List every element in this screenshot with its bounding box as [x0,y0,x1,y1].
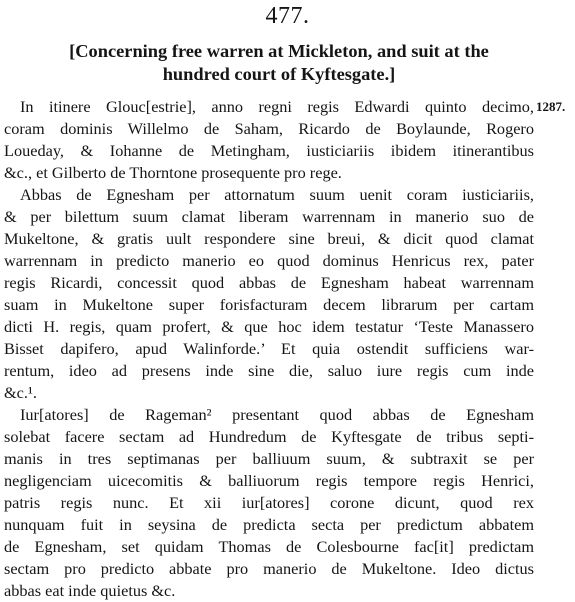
text-line: coram dominis Willelmo de Saham, Ricardo de Boylaunde, Rogero [4,119,534,138]
section-heading-line-2: hundred court of Kyftesgate.] [162,63,396,84]
text-line: manis in tres septimanas per balliuum suum, & subtraxit se per [4,449,534,468]
text-line: rentum, ideo ad presens inde sine die, saluo iure regis cum inde [4,361,534,380]
text-line: &c., et Gilberto de Thorntone prosequente pro rege. [4,163,342,182]
text-line: regis Ricardi, concessit quod abbas de Egnesham habeat warrennam [4,273,534,292]
margin-year-note: 1287. [536,99,566,114]
text-line: sectam pro predicto abbate pro manerio de Mukeltone. Ideo dictus [4,559,534,578]
text-line: de Egnesham, set quidam Thomas de Colesbourne fac[it] predictam [4,537,534,556]
text-line: Iur[atores] de Rageman² presentant quod abbas de Egnesham [20,405,534,424]
text-line: patris regis nunc. Et xii iur[atores] corone dicunt, quod rex [4,493,534,512]
text-line: Loueday, & Iohanne de Metingham, iusticiariis ibidem itinerantibus [4,141,534,160]
text-line: Bisset dapifero, apud Walinforde.’ Et quia ostendit sufficiens war- [4,339,534,358]
section-heading-line-1: [Concerning free warren at Mickleton, and suit at the [69,41,489,61]
page-number: 477. [265,3,310,29]
section-heading [14,40,544,85]
text-line: In itinere Glouc[estrie], anno regni regis Edwardi quinto decimo, [20,97,534,116]
text-line: & per bilettum suum clamat liberam warrennam in manerio suo de [4,207,534,226]
text-line: negligenciam uicecomitis & balliuorum regis tempore regis Henrici, [4,471,534,490]
text-line: dicti H. regis, quam profert, & que hoc idem testatur ‘Teste Manassero [4,317,534,336]
text-line: abbas eat inde quietus &c. [4,581,176,600]
text-line: Mukeltone, & gratis uult respondere sine breui, & dicit quod clamat [4,229,534,248]
text-line: suam in Mukeltone super forisfacturam decem librarum per cartam [4,295,534,314]
text-line: warrennam in predicto manerio eo quod dominus Henricus rex, pater [4,251,534,270]
text-line: Abbas de Egnesham per attornatum suum uenit coram iusticiariis, [20,185,534,204]
text-line: nunquam fuit in seysina de predicta secta per predictum abbatem [4,515,534,534]
text-line: &c.¹. [4,383,37,402]
text-line: solebat facere sectam ad Hundredum de Kyftesgate de tribus septi- [4,427,534,446]
